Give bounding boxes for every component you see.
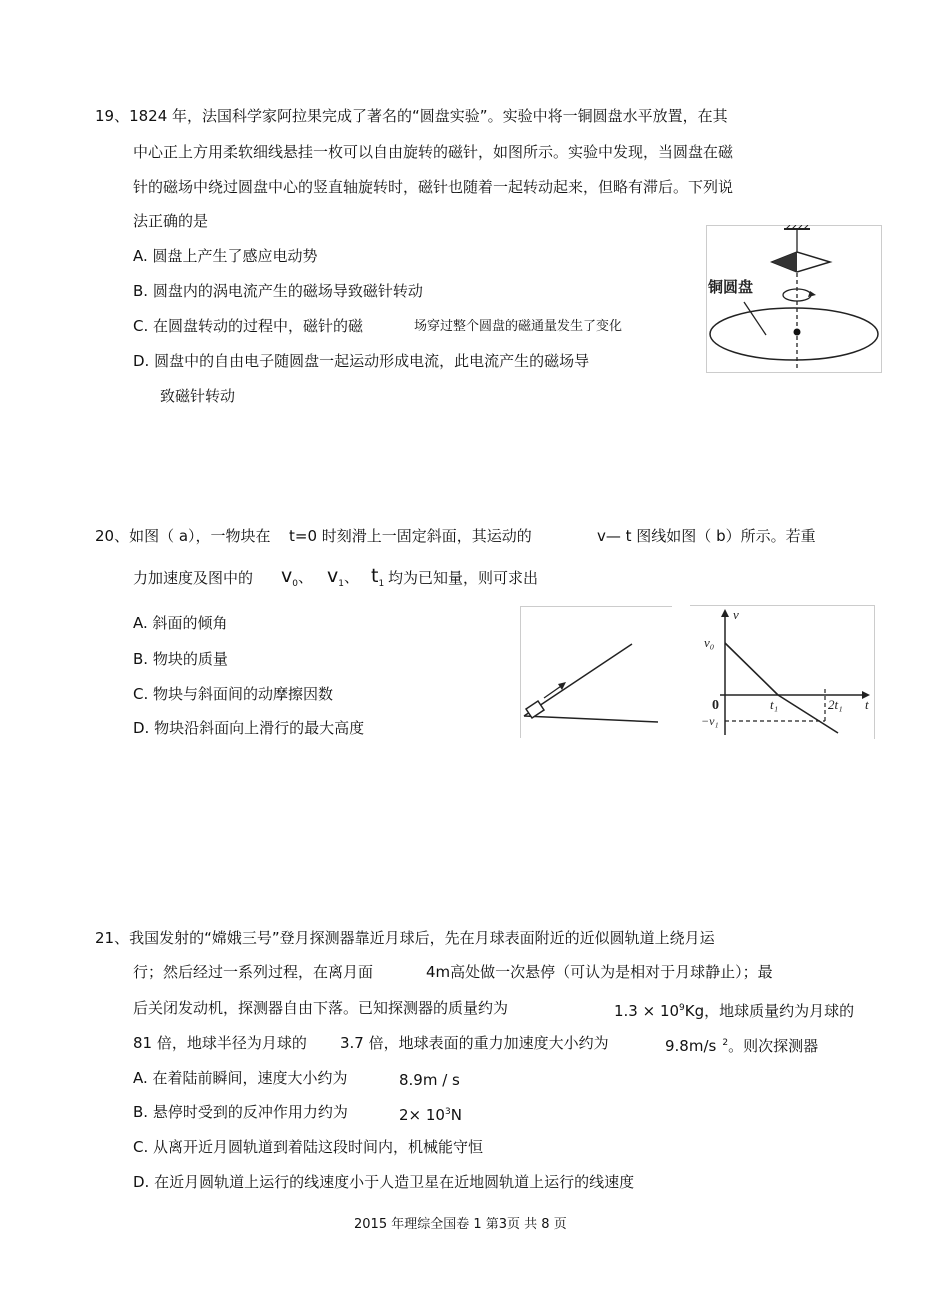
- symbol-t1-sub: 1: [378, 579, 385, 589]
- vt-graph: [690, 605, 875, 739]
- probe-mass-exponent: 9: [679, 1003, 685, 1013]
- q20-stem-line-2a: 力加速度及图中的: [133, 569, 254, 587]
- q20-stem-part-2: t=0 时刻滑上一固定斜面，其运动的: [289, 527, 532, 545]
- page-footer: 2015 年理综全国卷 1 第3页 共 8 页: [354, 1217, 567, 1232]
- q20-symbol-t1: [371, 566, 384, 594]
- q20-option-a: A. 斜面的倾角: [133, 614, 228, 632]
- copper-disk-figure: [706, 225, 882, 373]
- force-exponent: 3: [444, 1107, 451, 1117]
- label-origin: 0: [712, 698, 719, 713]
- gravity-tail: 。则次探测器: [728, 1037, 819, 1055]
- q21-option-a-text: A. 在着陆前瞬间，速度大小约为: [133, 1069, 348, 1087]
- q19-stem-line-1: 19、1824 年，法国科学家阿拉果完成了著名的“圆盘实验”。实验中将一铜圆盘水平放置，在其: [95, 107, 728, 125]
- probe-mass-value: 1.3 × 10: [614, 1002, 680, 1020]
- q20-symbol-v0: [281, 566, 313, 594]
- q21-option-c: C. 从离开近月圆轨道到着陆这段时间内，机械能守恒: [133, 1138, 484, 1156]
- q19-stem-line-3: 针的磁场中绕过圆盘中心的竖直轴旋转时，磁针也随着一起转动起来，但略有滞后。下列说: [133, 178, 734, 196]
- gravity-exponent: 2: [722, 1038, 729, 1048]
- incline-figure: [520, 606, 672, 738]
- q19-option-c-left: C. 在圆盘转动的过程中，磁针的磁: [133, 317, 364, 335]
- q19-option-b: B. 圆盘内的涡电流产生的磁场导致磁针转动: [133, 282, 423, 300]
- symbol-v0: v: [281, 565, 293, 587]
- symbol-v1-sub: 1: [338, 579, 344, 589]
- q21-option-b-value: [399, 1102, 462, 1125]
- q21-stem-line-1: 21、我国发射的“嫦娥三号”登月探测器靠近月球后，先在月球表面附近的近似圆轨道上绕月运: [95, 929, 715, 947]
- symbol-t1: t: [371, 565, 379, 587]
- q19-stem-line-4: 法正确的是: [133, 212, 209, 230]
- q21-stem-line-4c: [665, 1033, 818, 1056]
- force-value: 2× 10: [399, 1106, 445, 1124]
- q20-stem-part-1: 20、如图（ a），一物块在: [95, 527, 271, 545]
- vt-graph-figure: [690, 605, 875, 739]
- separator-1: 、: [297, 568, 313, 586]
- q21-stem-line-3a: 后关闭发动机，探测器自由下落。已知探测器的质量约为: [133, 999, 509, 1017]
- gravity-value: 9.8m/s: [665, 1037, 717, 1055]
- q19-stem-line-2: 中心正上方用柔软细线悬挂一枚可以自由旋转的磁针，如图所示。实验中发现，当圆盘在磁: [133, 143, 734, 161]
- copper-disk-diagram: [706, 225, 882, 373]
- q21-stem-line-4b: 3.7 倍，地球表面的重力加速度大小约为: [340, 1034, 609, 1052]
- separator-2: 、: [343, 568, 359, 586]
- force-unit: N: [450, 1106, 462, 1124]
- axis-label-v: v: [733, 607, 739, 622]
- q20-stem-part-3: v— t 图线如图（ b）所示。若重: [597, 527, 816, 545]
- copper-disk-label: 铜圆盘: [708, 280, 754, 296]
- q21-stem-line-2b: 4m高处做一次悬停（可认为是相对于月球静止）；最: [426, 963, 773, 981]
- axis-label-t: t: [865, 697, 869, 712]
- q21-stem-line-4a: 81 倍，地球半径为月球的: [133, 1034, 307, 1052]
- q21-stem-line-3b: [614, 998, 854, 1021]
- q20-stem-line-2b: 均为已知量，则可求出: [388, 569, 539, 587]
- q19-option-d-cont: 致磁针转动: [160, 387, 236, 405]
- probe-mass-unit: Kg，地球质量约为月球的: [684, 1002, 855, 1020]
- incline-diagram: [520, 606, 672, 738]
- q20-option-c: C. 物块与斜面间的动摩擦因数: [133, 685, 334, 703]
- q19-option-d: D. 圆盘中的自由电子随圆盘一起运动形成电流，此电流产生的磁场导: [133, 352, 590, 370]
- label-neg-v1: −v₁: [701, 714, 719, 728]
- symbol-v0-sub: 0: [292, 579, 298, 589]
- q21-option-a-value: 8.9m / s: [399, 1071, 460, 1089]
- q21-stem-line-2a: 行；然后经过一系列过程，在离月面: [133, 963, 374, 981]
- q19-option-a: A. 圆盘上产生了感应电动势: [133, 247, 318, 265]
- q20-option-d: D. 物块沿斜面向上滑行的最大高度: [133, 719, 365, 737]
- q21-option-b-text: B. 悬停时受到的反冲作用力约为: [133, 1103, 348, 1121]
- q20-option-b: B. 物块的质量: [133, 650, 228, 668]
- q19-option-c-right: 场穿过整个圆盘的磁通量发生了变化: [414, 319, 623, 334]
- q20-symbol-v1: [327, 566, 359, 594]
- label-t1: t₁: [770, 697, 779, 712]
- label-2t1: 2t₁: [828, 697, 843, 712]
- label-v0: v₀: [704, 635, 715, 650]
- symbol-v1: v: [327, 565, 339, 587]
- q21-option-d: D. 在近月圆轨道上运行的线速度小于人造卫星在近地圆轨道上运行的线速度: [133, 1173, 635, 1191]
